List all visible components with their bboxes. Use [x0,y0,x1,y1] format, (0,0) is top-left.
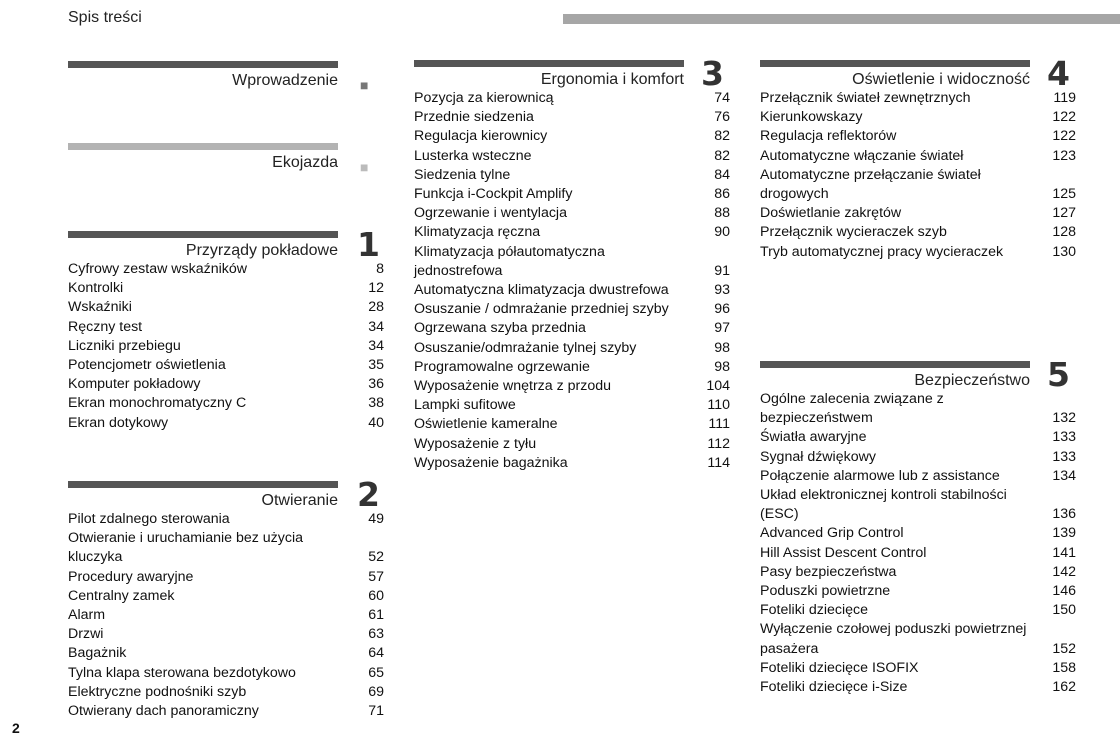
toc-entry[interactable] [760,127,1076,146]
toc-entry[interactable] [414,415,730,434]
toc-entry-label: Ekran monochromatyczny C [68,395,247,412]
toc-entry-page: 93 [714,282,730,299]
toc-entry-page: 71 [368,703,384,720]
toc-entry-label: Kontrolki [68,280,124,297]
toc-entry-page: 133 [1052,429,1076,446]
section-title: Wprowadzenie [232,72,338,89]
toc-entry-label: Bagażnik [68,645,127,662]
toc-entry-label: Osuszanie / odmrażanie przedniej szyby [414,301,669,318]
toc-entry-label: Foteliki dziecięce i-Size [760,679,908,696]
section-title: Ekojazda [272,154,338,171]
section-title: Ergonomia i komfort [540,71,684,88]
toc-entry[interactable] [414,166,730,185]
toc-entry[interactable] [414,108,730,127]
toc-entry[interactable] [68,529,384,567]
toc-entry-page: 133 [1052,448,1076,465]
toc-entry[interactable] [414,396,730,415]
toc-entry[interactable] [414,223,730,242]
toc-entry[interactable] [760,166,1076,204]
toc-entry[interactable] [414,89,730,108]
toc-entry-label: Procedury awaryjne [68,568,194,585]
toc-entry[interactable] [68,664,384,683]
toc-entry-label: Tryb automatycznej pracy wycieraczek [760,243,1004,260]
page-title: Spis treści [68,9,142,26]
toc-entry-label: Przełącznik wycieraczek szyb [760,224,947,241]
toc-entry[interactable] [760,243,1076,262]
toc-entry-label: Hill Assist Descent Control [760,544,927,561]
toc-entry-page: 141 [1052,544,1076,561]
toc-list [414,89,730,473]
toc-entry-page: 114 [707,454,730,471]
toc-list [68,510,384,721]
toc-entry-label: Cyfrowy zestaw wskaźników [68,261,247,277]
section-wprowadzenie [68,61,369,93]
toc-entry[interactable] [68,510,384,529]
toc-entry-label: Osuszanie/odmrażanie tylnej szyby [414,339,637,356]
toc-entry[interactable] [68,606,384,625]
toc-entry-page: 36 [368,376,384,393]
toc-entry-page: 97 [714,320,730,337]
toc-entry[interactable] [760,678,1076,697]
toc-entry-page: 134 [1052,467,1076,484]
toc-entry-page: 98 [714,339,730,356]
toc-entry[interactable] [760,204,1076,223]
toc-entry[interactable] [68,394,384,413]
toc-list [760,89,1076,262]
header-bar [563,14,1120,24]
toc-entry-label: Wskaźniki [68,299,132,316]
toc-entry-label: Połączenie alarmowe lub z assistance [760,467,1000,484]
toc-entry[interactable] [68,625,384,644]
toc-entry[interactable] [760,486,1076,524]
toc-entry[interactable] [414,127,730,146]
section-number: 3 [701,54,724,93]
section-number: 1 [357,225,380,264]
toc-entry-page: 69 [368,683,384,700]
toc-entry-label: Otwierany dach panoramiczny [68,703,259,720]
toc-entry-label: Poduszki powietrzne [760,583,891,600]
section-otwieranie [68,475,384,721]
toc-entry-page: 122 [1052,109,1076,126]
toc-entry-label: Tylna klapa sterowana bezdotykowo [68,664,296,681]
toc-entry[interactable] [760,524,1076,543]
toc-entry-label: Centralny zamek [68,587,175,604]
section-bar [414,60,684,67]
toc-entry-label: Ogrzewanie i wentylacja [414,205,567,222]
toc-entry-label: Klimatyzacja półautomatyczna jednostrefowa [414,243,605,279]
toc-entry-page: 74 [714,90,730,106]
toc-entry-label: Regulacja kierownicy [414,128,548,145]
toc-entry[interactable] [414,358,730,377]
toc-entry-page: 86 [714,186,730,203]
toc-entry-page: 49 [368,511,384,527]
toc-entry-page: 119 [1053,90,1076,106]
toc-entry[interactable] [414,243,730,281]
section-marker: ■ [360,77,369,93]
toc-entry-label: Liczniki przebiegu [68,337,181,354]
toc-entry-label: Funkcja i-Cockpit Amplify [414,186,573,203]
toc-entry-label: Automatyczna klimatyzacja dwustrefowa [414,282,669,299]
toc-entry[interactable] [760,582,1076,601]
toc-list [68,260,384,433]
toc-entry-label: Automatyczne włączanie świateł [760,147,964,164]
toc-entry-page: 8 [376,261,384,277]
toc-entry-page: 110 [707,397,730,414]
toc-entry[interactable] [68,298,384,317]
section-title: Oświetlenie i widoczność [852,71,1030,88]
toc-entry-label: Pasy bezpieczeństwa [760,563,897,580]
toc-entry[interactable] [68,337,384,356]
section-bar [68,481,338,488]
toc-entry-label: Ogólne zalecenia związane z bezpieczeństwem [760,391,944,427]
toc-entry[interactable] [760,544,1076,563]
toc-entry[interactable] [68,414,384,433]
toc-entry-label: Advanced Grip Control [760,525,904,542]
toc-entry-label: Wyposażenie wnętrza z przodu [414,378,612,395]
toc-entry-page: 34 [368,337,384,354]
toc-entry[interactable] [414,147,730,166]
toc-entry-page: 64 [368,645,384,662]
toc-entry-label: Sygnał dźwiękowy [760,448,876,465]
toc-entry-page: 90 [714,224,730,241]
section-bar [760,361,1030,368]
toc-entry[interactable] [760,147,1076,166]
toc-entry[interactable] [68,279,384,298]
section-bezpieczenstwo [760,355,1076,697]
toc-entry-label: Światła awaryjne [760,429,867,446]
toc-entry[interactable] [414,185,730,204]
toc-entry-page: 112 [707,435,730,452]
toc-entry-label: Klimatyzacja ręczna [414,224,541,241]
toc-entry-label: Ekran dotykowy [68,414,169,431]
toc-entry[interactable] [414,319,730,338]
toc-entry[interactable] [760,601,1076,620]
toc-entry[interactable] [68,644,384,663]
toc-entry[interactable] [414,435,730,454]
section-number: 4 [1047,54,1070,93]
toc-entry-page: 142 [1052,563,1076,580]
toc-entry-page: 28 [368,299,384,316]
section-marker: ■ [360,159,369,175]
toc-entry-page: 130 [1052,243,1076,260]
toc-entry-page: 91 [714,262,730,279]
toc-entry-label: Automatyczne przełączanie świateł drogowych [760,166,981,203]
toc-entry-label: Regulacja reflektorów [760,128,897,145]
section-title: Bezpieczeństwo [914,372,1030,389]
toc-entry[interactable] [68,568,384,587]
toc-list [760,390,1076,697]
toc-entry[interactable] [68,702,384,721]
toc-entry-label: Lusterka wsteczne [414,147,532,164]
toc-entry[interactable] [760,659,1076,678]
toc-entry-label: Alarm [68,607,106,624]
toc-entry[interactable] [760,448,1076,467]
toc-entry-label: Drzwi [68,626,104,643]
toc-entry-label: Wyłączenie czołowej poduszki powietrznej pasażera [760,621,1027,657]
toc-entry-label: Doświetlanie zakrętów [760,205,902,222]
toc-entry-label: Foteliki dziecięce ISOFIX [760,659,919,676]
toc-entry[interactable] [68,260,384,279]
section-title: Otwieranie [261,492,338,509]
toc-entry-label: Programowalne ogrzewanie [414,358,590,375]
toc-entry-page: 152 [1052,640,1076,657]
toc-entry-page: 128 [1052,224,1076,241]
toc-entry[interactable] [760,390,1076,428]
section-number: 2 [357,475,380,514]
toc-entry[interactable] [414,281,730,300]
section-bar [68,231,338,238]
toc-entry-label: Otwieranie i uruchamianie bez użycia kluczyka [68,530,303,566]
toc-entry[interactable] [760,467,1076,486]
toc-entry-label: Wyposażenie bagażnika [414,454,568,471]
toc-entry-page: 65 [368,664,384,681]
toc-entry-page: 162 [1052,679,1076,696]
toc-entry[interactable] [760,620,1076,658]
toc-entry-page: 150 [1052,602,1076,619]
section-bar [760,60,1030,67]
toc-entry-label: Kierunkowskazy [760,109,863,126]
section-oswietlenie [760,54,1076,262]
toc-entry-page: 82 [714,128,730,145]
toc-entry-page: 122 [1052,128,1076,145]
toc-entry-page: 136 [1052,506,1076,523]
toc-entry-label: Pilot zdalnego sterowania [68,511,230,527]
toc-entry-page: 61 [368,607,384,624]
toc-entry-page: 123 [1052,147,1076,164]
toc-entry-label: Potencjometr oświetlenia [68,357,226,374]
section-przyrzady [68,225,384,433]
toc-entry[interactable] [68,356,384,375]
toc-entry[interactable] [760,428,1076,447]
toc-entry-label: Pozycja za kierownicą [414,90,554,106]
toc-entry-label: Komputer pokładowy [68,376,201,393]
toc-entry-label: Oświetlenie kameralne [414,416,558,433]
toc-entry[interactable] [414,300,730,319]
toc-entry-label: Ogrzewana szyba przednia [414,320,586,337]
toc-entry[interactable] [760,223,1076,242]
toc-entry[interactable] [68,318,384,337]
toc-entry-page: 146 [1052,583,1076,600]
toc-entry-label: Wyposażenie z tyłu [414,435,537,452]
toc-entry-label: Przednie siedzenia [414,109,534,126]
toc-entry-page: 57 [368,568,384,585]
toc-entry-page: 132 [1052,410,1076,427]
toc-entry-label: Foteliki dziecięce [760,602,869,619]
toc-entry[interactable] [760,108,1076,127]
toc-entry-page: 52 [368,549,384,566]
toc-entry-page: 84 [714,166,730,183]
section-bar [68,61,338,68]
toc-entry[interactable] [760,89,1076,108]
toc-entry-label: Przełącznik świateł zewnętrznych [760,90,971,106]
toc-entry-page: 158 [1052,659,1076,676]
toc-entry-label: Układ elektronicznej kontroli stabilności (ESC) [760,487,1007,523]
toc-entry-page: 139 [1052,525,1076,542]
section-ekojazda [68,143,369,175]
toc-entry-page: 40 [368,414,384,431]
toc-entry-page: 60 [368,587,384,604]
section-bar [68,143,338,150]
section-number: 5 [1047,355,1070,394]
section-title: Przyrządy pokładowe [185,242,338,259]
toc-entry-page: 76 [714,109,730,126]
toc-entry-page: 82 [714,147,730,164]
toc-entry-page: 125 [1052,186,1076,203]
toc-entry-page: 127 [1052,205,1076,222]
toc-entry[interactable] [414,204,730,223]
section-ergonomia [414,54,730,473]
toc-entry-label: Ręczny test [68,318,143,335]
toc-entry[interactable] [68,683,384,702]
toc-entry-page: 98 [714,358,730,375]
toc-entry-page: 34 [368,318,384,335]
toc-entry-label: Elektryczne podnośniki szyb [68,683,247,700]
toc-entry-page: 12 [368,280,384,297]
toc-entry[interactable] [414,339,730,358]
toc-entry[interactable] [68,587,384,606]
toc-entry-page: 88 [714,205,730,222]
toc-entry-page: 111 [708,416,730,433]
toc-entry-page: 35 [368,357,384,374]
toc-entry-page: 38 [368,395,384,412]
toc-entry-page: 63 [368,626,384,643]
toc-entry-label: Lampki sufitowe [414,397,516,414]
toc-entry[interactable] [414,454,730,473]
toc-entry[interactable] [68,375,384,394]
toc-entry-page: 104 [706,378,730,395]
toc-entry[interactable] [414,377,730,396]
page-number: 2 [12,720,20,736]
toc-entry-label: Siedzenia tylne [414,166,511,183]
toc-entry-page: 96 [714,301,730,318]
toc-entry[interactable] [760,563,1076,582]
